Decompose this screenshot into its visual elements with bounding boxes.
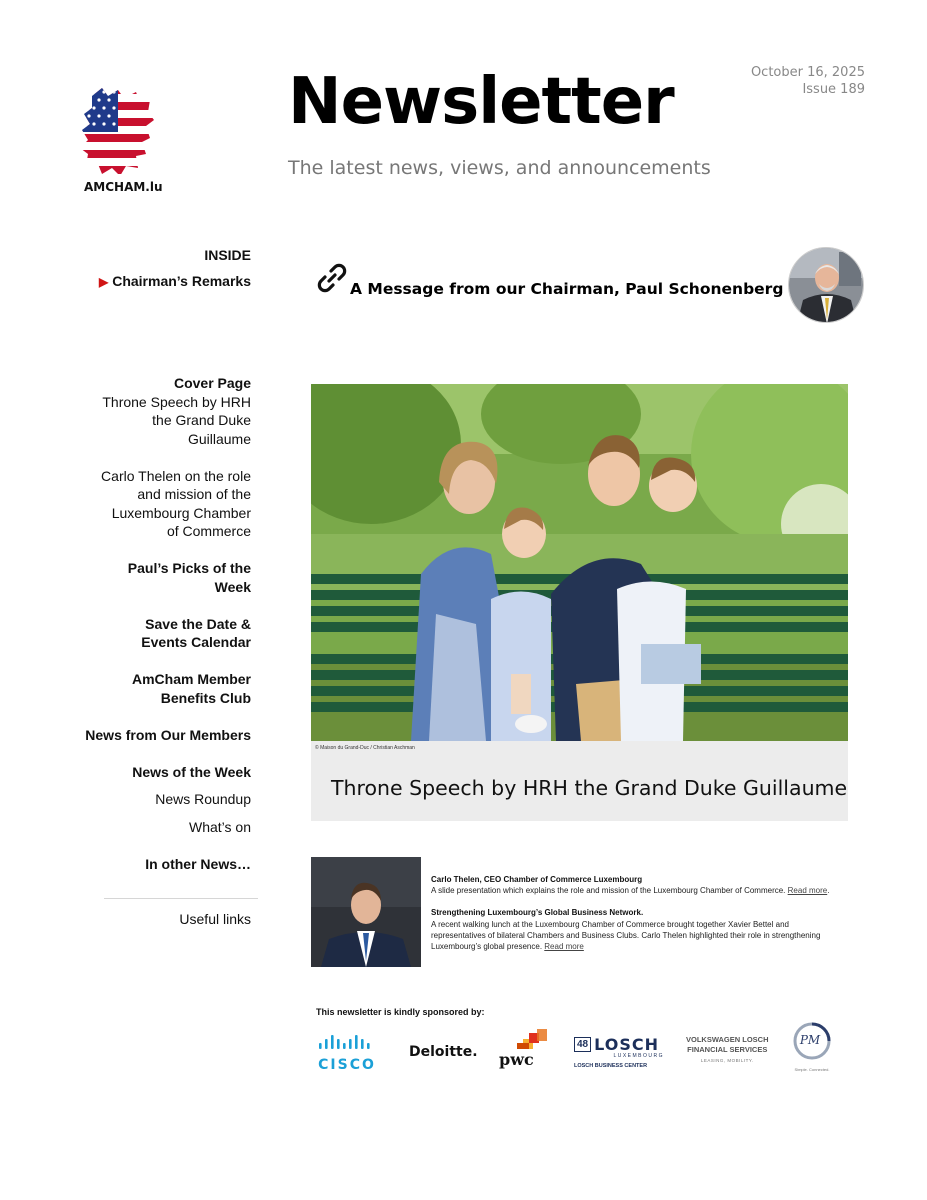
toc-item-label: and mission of the <box>137 486 251 502</box>
story-list <box>431 874 831 952</box>
cisco-bars-icon <box>317 1033 377 1051</box>
losch-wordmark: LOSCH <box>594 1035 660 1054</box>
sponsor-pm[interactable] <box>790 1021 834 1072</box>
toc-item-label: Events Calendar <box>141 634 251 650</box>
toc-item-label: Useful links <box>179 911 251 927</box>
logo-text: AMCHAM.lu <box>84 180 163 194</box>
hero-photo[interactable] <box>311 384 848 741</box>
sponsor-cisco[interactable] <box>317 1033 377 1071</box>
story-item <box>431 874 831 896</box>
toc-item-label: What’s on <box>189 818 251 835</box>
sponsor-pwc[interactable] <box>499 1029 551 1069</box>
toc-item-chairmans-remarks[interactable] <box>60 272 251 292</box>
toc-item-throne-speech[interactable] <box>60 393 251 449</box>
toc-item-label: Save the Date & <box>145 615 251 632</box>
toc-item-label: Carlo Thelen on the role <box>101 467 251 484</box>
pwc-wordmark: pwc <box>499 1050 534 1069</box>
page-tagline: The latest news, views, and announcements <box>288 157 711 179</box>
chairman-message-link[interactable] <box>316 258 783 298</box>
losch-center: LOSCH BUSINESS CENTER <box>574 1063 648 1069</box>
toc-item-label: Cover Page <box>173 375 251 391</box>
toc-item-label: of Commerce <box>166 523 251 539</box>
carlo-thelen-portrait[interactable] <box>311 857 421 967</box>
toc-heading: INSIDE <box>204 247 251 263</box>
toc-item-label: Week <box>214 578 251 595</box>
toc-item-label: Luxembourg Chamber <box>111 504 251 521</box>
sponsor-vw-financial[interactable] <box>686 1035 769 1063</box>
pm-initials: PM <box>799 1033 821 1047</box>
vw-line1: VOLKSWAGEN LOSCH <box>686 1035 769 1044</box>
triangle-right-icon: ▶ <box>98 274 109 289</box>
sponsor-label: This newsletter is kindly sponsored by: <box>316 1007 485 1017</box>
royal-family-photo <box>311 384 848 741</box>
story-title: Strengthening Luxembourg’s Global Business Network. <box>431 908 644 918</box>
chairman-portrait <box>788 247 864 323</box>
toc-item-useful-links[interactable] <box>60 910 251 929</box>
toc-item-other-news[interactable] <box>60 855 251 874</box>
toc-item-label: Throne Speech by HRH <box>102 393 251 410</box>
pwc-blocks-icon <box>499 1029 551 1051</box>
toc-item-pauls-picks[interactable] <box>60 559 251 596</box>
chairman-message-title: A Message from our Chairman, Paul Schonenberg <box>350 280 784 298</box>
story-item <box>431 907 831 952</box>
toc-item-cover-page[interactable] <box>60 374 251 393</box>
story-period: . <box>827 886 830 896</box>
amcham-logo[interactable] <box>78 86 163 194</box>
issue-number: Issue 189 <box>802 82 865 97</box>
toc-item-whats-on[interactable] <box>60 818 251 837</box>
story-body: A slide presentation which explains the role and mission of the Luxembourg Chamber of Commerce. <box>431 886 786 896</box>
story-title: Carlo Thelen, CEO Chamber of Commerce Luxembourg <box>431 875 643 884</box>
vw-line3: LEASING, MOBILITY. <box>700 1058 754 1063</box>
sponsor-losch[interactable] <box>574 1035 664 1067</box>
vw-line2: FINANCIAL SERVICES <box>687 1045 768 1054</box>
toc-item-carlo-thelen[interactable] <box>60 467 251 541</box>
toc-item-label: News Roundup <box>155 791 251 807</box>
toc-item-label: Benefits Club <box>160 689 251 706</box>
toc-item-news-members[interactable] <box>60 726 251 745</box>
issue-meta <box>751 64 865 98</box>
hero-caption <box>311 741 848 821</box>
page-title: Newsletter <box>288 65 674 139</box>
losch-sub: LUXEMBOURG <box>613 1053 664 1059</box>
issue-date: October 16, 2025 <box>750 65 865 80</box>
toc-item-member-benefits[interactable] <box>60 670 251 707</box>
read-more-link[interactable]: Read more <box>787 886 828 896</box>
toc-item-label: Chairman’s Remarks <box>112 272 251 289</box>
hero-caption-title[interactable]: Throne Speech by HRH the Grand Duke Guillaume <box>331 776 848 800</box>
sidebar-divider <box>104 898 258 899</box>
toc-item-label: News from Our Members <box>85 726 251 743</box>
photo-credit: © Maison du Grand-Duc / Christian Aschman <box>315 745 415 751</box>
sidebar-toc <box>60 246 251 929</box>
pm-tagline: Simple. Connected. <box>794 1067 830 1072</box>
losch-badge: 48 <box>574 1037 591 1052</box>
toc-item-save-the-date[interactable] <box>60 615 251 652</box>
read-more-link[interactable]: Read more <box>544 942 584 952</box>
link-chain-icon <box>316 262 348 294</box>
toc-item-label: News of the Week <box>132 763 251 780</box>
toc-item-label: the Grand Duke <box>152 412 251 428</box>
lion-flag-logo-icon <box>78 86 156 178</box>
toc-item-label: Guillaume <box>187 430 251 447</box>
story-body: A recent walking lunch at the Luxembourg Chamber of Commerce brought together Xavier Bettel and representatives of bilateral Chambers and Business Clubs. Carlo Thelen highlighted their role in strengthening Luxembourg’s global presence. <box>431 919 821 952</box>
toc-item-label: AmCham Member <box>131 671 251 687</box>
toc-item-label: In other News… <box>145 855 251 872</box>
toc-item-label: Paul’s Picks of the <box>127 560 251 576</box>
cisco-wordmark: CISCO <box>318 1057 376 1073</box>
deloitte-wordmark: Deloitte. <box>409 1044 478 1060</box>
toc-item-news-week[interactable] <box>60 763 251 782</box>
sponsor-deloitte[interactable] <box>409 1043 478 1061</box>
toc-item-news-roundup[interactable] <box>60 790 251 809</box>
